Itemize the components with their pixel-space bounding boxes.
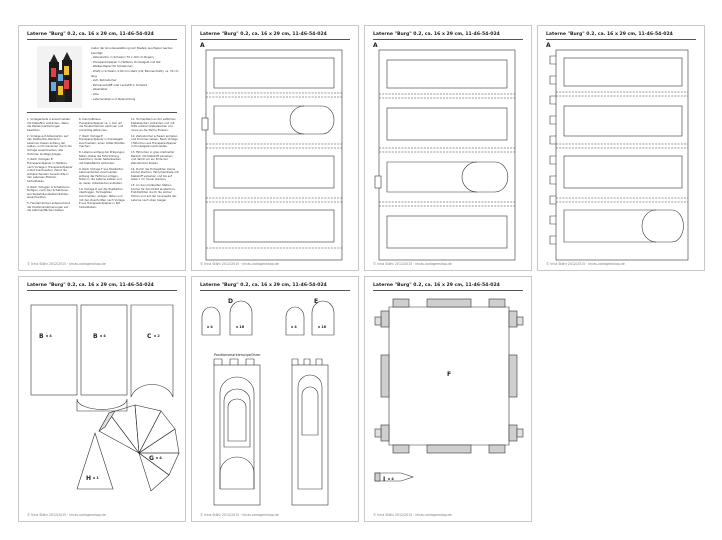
page-footer: © Irina Stöhr 2012/2015 · irinas-vorlagenshop.de — [27, 513, 106, 517]
template-a-sheet-3 — [538, 26, 705, 271]
material-item: - Draht in Schwarz, 0,60 mm stark (z.B. Blumendraht), ca. 50 cm lang — [91, 68, 179, 78]
part-count-b-2: x 4 — [100, 334, 106, 338]
instruction-step: 8. Laterne entlang der Prägungen falten (dabei die Fahrrichtung beachten), deren Seitenkanten mit Klebefläche verbinden. — [79, 150, 125, 165]
part-label-a: A — [200, 42, 205, 49]
page-2-template-a — [191, 25, 359, 271]
part-count-h: x 1 — [93, 476, 99, 480]
part-count-d-2: x 16 — [236, 325, 245, 329]
page-3-template-a — [364, 25, 532, 271]
instruction-step: 5. Fensterrahmen entsprechend der Positionsmarkierungen auf die Laternenflächen kleben. — [27, 201, 71, 213]
part-label-g: G — [149, 455, 154, 462]
instruction-step: 6. Das hellblaue Transparentpapier ca. 1 mm um die Fensterrahmen zeichnen und vorsichtig abtrennen. — [79, 117, 124, 132]
material-item: - Aktenkarton in Schwarz (70 x 100 cm Bogen) — [91, 55, 154, 60]
part-count-g: x 4 — [156, 456, 162, 460]
page-4-template-a — [537, 25, 705, 271]
instruction-step: 13. Fähnchen in grau markierter Bereich mit Klebstoff versehen, und damit um ein Ende der Zahnstocher kleben. — [131, 150, 175, 165]
instruction-step: 12. Zahnstocher schwarz anmalen und trocknen lassen. Nach Vorlage I Fähnchen aus Transparentpapier in Dunkelgelb zuschneiden. — [131, 133, 178, 149]
part-label-d: D — [228, 298, 233, 305]
template-a-sheet-2 — [365, 26, 532, 271]
instructions-column-1 — [27, 118, 73, 215]
page-header-title: Laterne "Burg" 0.2, ca. 16 x 29 cm, 11-46-54-024 — [27, 32, 154, 37]
page-6-templates-d-e — [191, 276, 359, 522]
part-count-e-2: x 16 — [318, 325, 327, 329]
instruction-step: 9. Nach Vorlage F aus Postkarton Laternenboden zuschneiden, entlang der Faltlinien prägen, Teilen in die Laterne setzen und an deren Unterkanten ankleben. — [79, 166, 124, 186]
page-header-title: Laterne "Burg" 0.2, ca. 16 x 29 cm, 11-46-54-024 — [373, 32, 500, 37]
page-5-templates-b-c-g-h — [18, 276, 186, 522]
part-label-i: I — [383, 476, 386, 483]
part-label-e: E — [314, 298, 319, 305]
section-rule — [27, 112, 177, 113]
material-item: - Permanentstift oder Lackstift in Schwarz — [91, 82, 148, 87]
instruction-step: 1. Vorlagenteile A ausschneiden, mit Klebefilm verbinden, dabei die Zahlenmarkierungen beachten. — [27, 117, 72, 132]
part-count-e-1: x 4 — [291, 325, 297, 329]
templates-b-c-g-h — [19, 277, 186, 522]
part-label-b-1: B — [39, 333, 44, 340]
templates-d-e — [192, 277, 359, 522]
instruction-step: 4. Nach Vorlagen G Schablonen fertigen, nach den Schablonen aus Klebefolien-Restendrahten ausschneiden. — [27, 184, 70, 200]
page-1-instructions — [18, 25, 186, 271]
page-footer: © Irina Stöhr 2012/2015 · irinas-vorlagenshop.de — [200, 513, 279, 517]
material-item: - Weißes Papier für Schablonen — [91, 64, 133, 69]
part-count-d-1: x 4 — [207, 325, 213, 329]
instruction-step: 2. Vorlage auf Aktenkarton auf den Postkarton-Rändern: Lasernen bissen entlang der Außen- und Innenlinien durch die Vorlage ausschneiden, alle Hohlmen knaltige prägen. — [27, 133, 72, 156]
page-header-title: Laterne "Burg" 0.2, ca. 16 x 29 cm, 11-46-54-024 — [200, 283, 327, 288]
part-count-c: x 2 — [154, 334, 160, 338]
instruction-step: 14. Durch die Turmspitzen kleine Löcher stechen. Fahnchenstiele mit Klebstoff versehen und bis auf etwa 1 cm hinein stecken. — [131, 166, 179, 182]
material-item: - Laternenstab und -Beleuchtung — [91, 96, 136, 101]
instruction-step: 10. Vorlage D auf der Postkarton übertragen, Turmspitzen zuschneiden, prägen, falten und mit den Zuschnitten nach Vorlage E aus Transparentpapier in Rot hinterkleben. — [79, 186, 125, 209]
materials-intro: Außer der Grundausstattung zum Basteln aus Papier werden benötigt: — [91, 46, 173, 55]
positioning-guide-label: Positionsmarkierungsführer — [214, 353, 261, 357]
material-item: - Transparentpapier in Hellblau, Dunkelgelb und Rot — [91, 59, 161, 64]
page-footer: © Irina Stöhr 2012/2015 · irinas-vorlagenshop.de — [200, 262, 279, 266]
instruction-step: 15. An den markierten Stellen Löcher für den Draht einstechen. Enddrahtden durch die Löcher führen und auf der Innenseite der Laterne nach oben biegen. — [131, 183, 177, 202]
instruction-step: 7. Nach Vorlage E Transparentpapier in Dunkelgelb zuschneiden, einen Gitter-Streifen machen. — [79, 133, 125, 149]
page-header-title: Laterne "Burg" 0.2, ca. 16 x 29 cm, 11-46-54-024 — [373, 283, 500, 288]
part-label-h: H — [86, 475, 92, 482]
material-item: - Alleskleber — [91, 87, 108, 92]
part-label-f: F — [447, 371, 452, 378]
page-header-title: Laterne "Burg" 0.2, ca. 16 x 29 cm, 11-46-54-024 — [27, 283, 154, 288]
page-footer: © Irina Stöhr 2012/2015 · irinas-vorlagenshop.de — [373, 513, 452, 517]
instructions-column-2 — [79, 118, 125, 212]
template-a-sheet-1 — [192, 26, 359, 271]
part-label-a: A — [373, 42, 378, 49]
page-header-title: Laterne "Burg" 0.2, ca. 16 x 29 cm, 11-46-54-024 — [546, 32, 673, 37]
page-7-templates-f-i — [364, 276, 532, 522]
page-footer: © Irina Stöhr 2012/2015 · irinas-vorlagenshop.de — [27, 262, 106, 266]
instruction-step: 3. Nach Vorlagen B Transparentpapier in Hellblau, nach Vorlage C Transparentpapier in Rot zuschneiden, damit die entsprechenden Ausschnitte in den Laternen-Flächen hinterkleben. — [27, 157, 73, 183]
material-item: - Ahle — [91, 91, 99, 96]
material-item: - evtl. Zahnstocher — [91, 78, 117, 83]
page-footer: © Irina Stöhr 2012/2015 · irinas-vorlagenshop.de — [546, 262, 625, 266]
page-header-title: Laterne "Burg" 0.2, ca. 16 x 29 cm, 11-46-54-024 — [200, 32, 327, 37]
instruction-step: 11. Turmspitzen an der seitlichen Klebelaschen verbinden und mit Hilfe unteren Klebelaschen von innen an die Türme fixieren. — [131, 117, 176, 132]
part-label-a: A — [546, 42, 551, 49]
materials-list — [91, 46, 179, 101]
templates-f-i — [365, 277, 532, 522]
part-count-i: x 4 — [388, 477, 394, 481]
part-label-b-2: B — [93, 333, 98, 340]
instructions-column-3 — [131, 118, 179, 204]
part-label-c: C — [147, 333, 152, 340]
part-count-b-1: x 4 — [46, 334, 52, 338]
page-footer: © Irina Stöhr 2012/2015 · irinas-vorlagenshop.de — [373, 262, 452, 266]
